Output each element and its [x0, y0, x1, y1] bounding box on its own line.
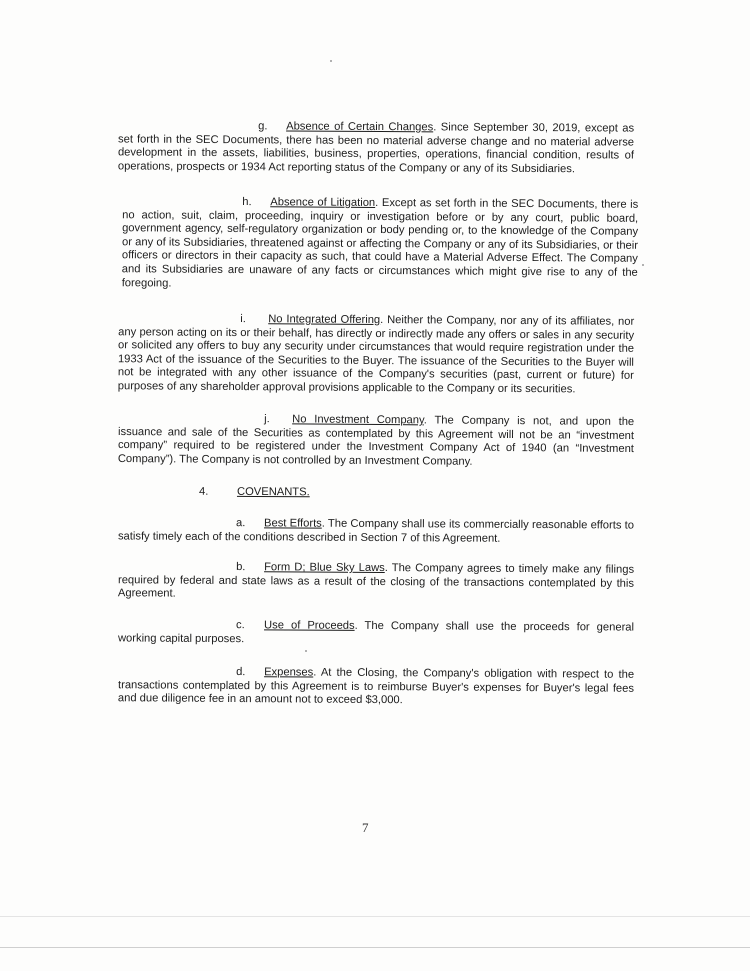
- clause-text: . At the Closing, the Company's obligation with respect to the transactions contemplated by this Agreement is to reimburse Buyer's expenses for Buyer's legal fees and due diligence fee in an amount not to exceed $3,000.: [117, 666, 635, 707]
- clause-title: No Integrated Offering: [268, 313, 381, 327]
- clause-text: . Since September 30, 2019, except as set forth in the SEC Documents, there has been no material adverse change and no material adverse development in the assets, liabilities, business, properties, operations, financial condition, results of operations, prospects or 1934 Act reporting status of the Company or any of its Subsidiaries.: [117, 121, 635, 175]
- clause-title: Use of Proceeds: [264, 619, 355, 632]
- clause-title: Absence of Certain Changes: [286, 120, 434, 134]
- section-4a-best-efforts: [118, 516, 634, 546]
- clause-text: . The Company agrees to timely make any filings required by federal and state laws as a result of the closing of the transactions contemplated by this Agreement.: [117, 562, 635, 600]
- section-3i-no-integrated-offering: [118, 312, 635, 397]
- clause-text: . The Company shall use the proceeds for general working capital purposes.: [117, 619, 635, 645]
- indent: [118, 569, 236, 570]
- clause-text: . The Company shall use its commercially reasonable efforts to satisfy timely each of the conditions described in Section 7 of this Agreement.: [117, 517, 635, 545]
- indent: [118, 321, 240, 322]
- clause-letter: a.: [236, 517, 246, 530]
- section-4c-use-of-proceeds: [118, 618, 634, 648]
- clause-title: Absence of Litigation: [270, 196, 376, 209]
- scan-artifact-line: [0, 947, 750, 948]
- scan-speck: [642, 264, 644, 266]
- section-3g-absence-of-certain-changes: [118, 119, 634, 177]
- indent: [118, 627, 236, 628]
- clause-letter: j.: [264, 413, 270, 426]
- indent: [118, 674, 236, 675]
- section-number: 4.: [198, 485, 209, 498]
- clause-letter: c.: [236, 619, 245, 632]
- clause-letter: d.: [236, 666, 246, 679]
- section-4b-form-d-blue-sky: [118, 560, 634, 604]
- indent: [122, 204, 242, 205]
- clause-letter: b.: [236, 561, 246, 574]
- clause-title: Expenses: [264, 666, 314, 679]
- clause-text: . The Company is not, and upon the issuance and sale of the Securities as contemplated by this Agreement will not be an “investment company” required to be registered under the Investment Company Act of 1940 (an “Investment Company”). The Company is not controlled by an Investment Company.: [117, 414, 635, 468]
- clause-text: . Except as set forth in the SEC Documents, there is no action, suit, claim, proceeding, inquiry or investigation before or by any court, public board, government agency, self-regulatory organization or body pending or, to the knowledge of the Company or any of its Subsidiaries, threatened against or affecting the Company or any of its Subsidiaries, or their officers or directors in their capacity as such, that could have a Material Adverse Effect. The Company and its Subsidiaries are unaware of any facts or circumstances which might give rise to any of the foregoing.: [121, 196, 639, 290]
- clause-text: . Neither the Company, nor any of its affiliates, nor any person acting on its or their behalf, has directly or indirectly made any offers or sales in any security or solicited any offers to buy any security under circumstances that would require registration under the 1933 Act of the issuance of the Securities to the Buyer. The issuance of the Securities to the Buyer will not be integrated with any other issuance of the Company's securities (past, current or future) for purposes of any shareholder approval provisions applicable to the Company or its securities.: [117, 314, 635, 396]
- clause-title: Best Efforts: [264, 517, 322, 530]
- section-3h-absence-of-litigation: [122, 195, 639, 294]
- page-number: 7: [362, 820, 369, 835]
- section-3j-no-investment-company: [118, 412, 634, 470]
- scan-speck: [305, 650, 307, 652]
- clause-letter: i.: [240, 313, 246, 326]
- clause-letter: g.: [258, 120, 268, 133]
- indent: [118, 421, 264, 422]
- clause-title: Form D; Blue Sky Laws: [264, 561, 385, 575]
- clause-letter: h.: [242, 196, 252, 209]
- clause-title: No Investment Company: [292, 413, 424, 427]
- indent: [118, 128, 258, 129]
- section-4-heading: [199, 486, 310, 499]
- scan-artifact-line: [0, 916, 750, 917]
- section-4d-expenses: [118, 665, 634, 709]
- scan-speck: [330, 60, 332, 62]
- section-title: COVENANTS.: [236, 485, 310, 499]
- indent: [118, 525, 236, 526]
